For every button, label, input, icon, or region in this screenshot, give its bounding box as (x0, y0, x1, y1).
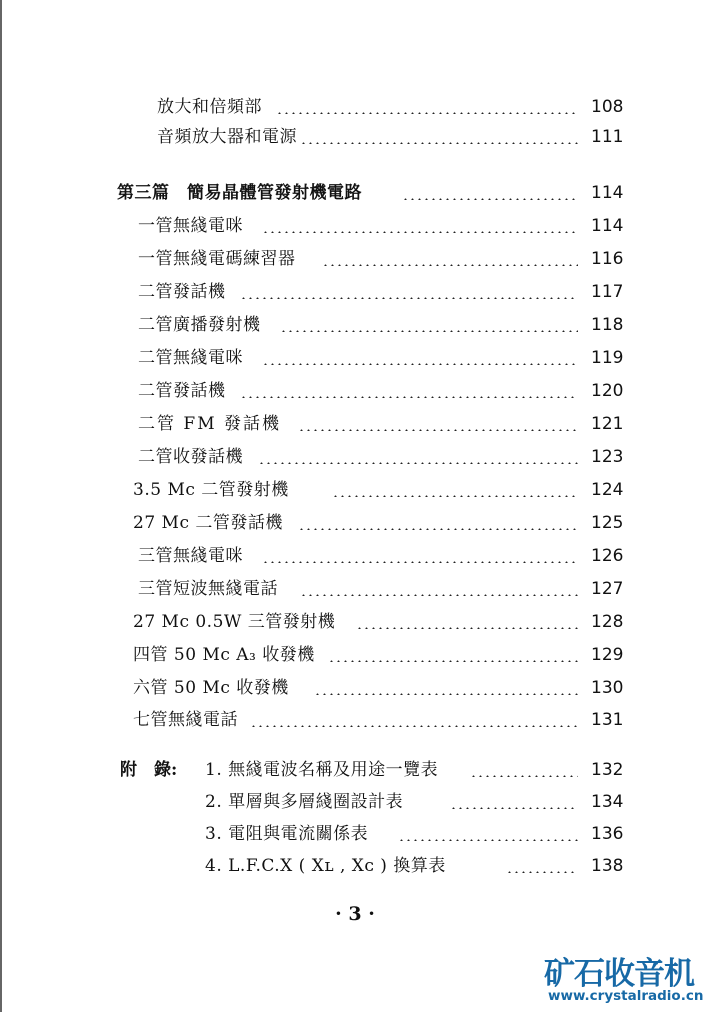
dot-leader (298, 429, 578, 431)
toc-entry-title: 音頻放大器和電源 (157, 127, 297, 147)
toc-entry[interactable] (0, 244, 710, 274)
dot-leader (470, 775, 578, 777)
toc-entry-title: 六管 50 Mc 收發機 (133, 678, 289, 698)
toc-entry-page: 125 (591, 513, 624, 533)
toc-entry-title: 放大和倍頻部 (157, 97, 262, 117)
toc-entry-page: 138 (591, 856, 624, 876)
toc-entry-page: 126 (591, 546, 624, 566)
toc-entry[interactable] (0, 705, 710, 735)
toc-entry-page: 108 (591, 97, 624, 117)
toc-entry-page: 127 (591, 579, 624, 599)
toc-entry[interactable] (0, 574, 710, 604)
toc-entry-page: 129 (591, 645, 624, 665)
dot-leader (240, 396, 578, 398)
toc-entry-page: 128 (591, 612, 624, 632)
toc-entry[interactable] (0, 343, 710, 373)
dot-leader (300, 142, 578, 144)
dot-leader (300, 594, 578, 596)
toc-entry-title: 七管無綫電話 (133, 710, 238, 730)
toc-entry-page: 136 (591, 824, 624, 844)
dot-leader (250, 725, 578, 727)
toc-entry[interactable] (0, 376, 710, 406)
toc-entry[interactable] (0, 442, 710, 472)
toc-appendix-entry[interactable] (0, 851, 710, 881)
toc-entry-title: 二管發話機 (138, 381, 226, 401)
toc-entry-title: 二管廣播發射機 (138, 315, 261, 335)
toc-entry[interactable] (0, 122, 710, 152)
toc-entry-page: 114 (591, 216, 624, 236)
toc-entry-page: 116 (591, 249, 624, 269)
dot-leader (280, 330, 578, 332)
toc-part-heading[interactable] (0, 178, 710, 208)
toc-entry-title: 27 Mc 二管發話機 (133, 513, 283, 533)
dot-leader (450, 807, 578, 809)
toc-entry-page: 134 (591, 792, 624, 812)
toc-entry-page: 119 (591, 348, 624, 368)
toc-entry-title: 3. 電阻與電流關係表 (205, 824, 369, 844)
toc-entry-page: 132 (591, 760, 624, 780)
dot-leader (332, 495, 578, 497)
part-heading-page: 114 (591, 183, 624, 203)
toc-entry[interactable] (0, 607, 710, 637)
toc-appendix-entry[interactable] (0, 819, 710, 849)
toc-entry[interactable] (0, 92, 710, 122)
toc-entry-title: 二管發話機 (138, 282, 226, 302)
toc-entry-title: 2. 單層與多層綫圈設計表 (205, 792, 404, 812)
toc-entry-page: 131 (591, 710, 624, 730)
toc-entry-page: 118 (591, 315, 624, 335)
dot-leader (402, 198, 578, 200)
toc-entry[interactable] (0, 475, 710, 505)
toc-entry[interactable] (0, 277, 710, 307)
dot-leader (506, 871, 578, 873)
toc-entry-page: 117 (591, 282, 624, 302)
dot-leader (398, 839, 578, 841)
dot-leader (314, 693, 578, 695)
toc-entry-title: 三管短波無綫電話 (138, 579, 278, 599)
toc-entry-page: 111 (591, 127, 624, 147)
dot-leader (262, 363, 578, 365)
toc-appendix-entry[interactable] (0, 787, 710, 817)
dot-leader (262, 561, 578, 563)
toc-entry-title: 二管 FM 發話機 (138, 414, 282, 434)
toc-entry-title: 1. 無綫電波名稱及用途一覽表 (205, 760, 439, 780)
toc-entry-title: 3.5 Mc 二管發射機 (133, 480, 289, 500)
dot-leader (262, 231, 578, 233)
toc-entry-page: 130 (591, 678, 624, 698)
toc-entry-page: 124 (591, 480, 624, 500)
toc-entry-title: 三管無綫電咪 (138, 546, 243, 566)
toc-entry[interactable] (0, 409, 710, 439)
dot-leader (322, 264, 578, 266)
toc-entry[interactable] (0, 673, 710, 703)
toc-entry[interactable] (0, 541, 710, 571)
toc-entry-page: 120 (591, 381, 624, 401)
toc-entry-title: 二管無綫電咪 (138, 348, 243, 368)
toc-entry-title: 一管無綫電碼練習器 (138, 249, 296, 269)
dot-leader (240, 297, 578, 299)
toc-entry-title: 4. L.F.C.X ( Xʟ , Xᴄ ) 換算表 (205, 856, 446, 876)
dot-leader (258, 462, 578, 464)
toc-entry-title: 二管收發話機 (138, 447, 243, 467)
toc-entry[interactable] (0, 211, 710, 241)
dot-leader (328, 660, 578, 662)
toc-entry[interactable] (0, 310, 710, 340)
page-number: · 3 · (335, 903, 375, 925)
dot-leader (276, 112, 578, 114)
appendix-heading: 附 錄: (120, 760, 178, 780)
toc-entry-title: 一管無綫電咪 (138, 216, 243, 236)
toc-appendix-entry[interactable] (0, 755, 710, 785)
toc-entry-title: 27 Mc 0.5W 三管發射機 (133, 612, 336, 632)
toc-entry-page: 123 (591, 447, 624, 467)
toc-entry-title: 四管 50 Mc A₃ 收發機 (133, 645, 315, 665)
dot-leader (298, 528, 578, 530)
watermark-logo: 矿石收音机 (544, 956, 694, 992)
part-heading-title: 第三篇 簡易晶體管發射機電路 (117, 183, 362, 203)
dot-leader (356, 627, 578, 629)
toc-entry[interactable] (0, 508, 710, 538)
toc-entry-page: 121 (591, 414, 624, 434)
watermark-url: www.crystalradio.cn (548, 988, 704, 1004)
toc-entry[interactable] (0, 640, 710, 670)
